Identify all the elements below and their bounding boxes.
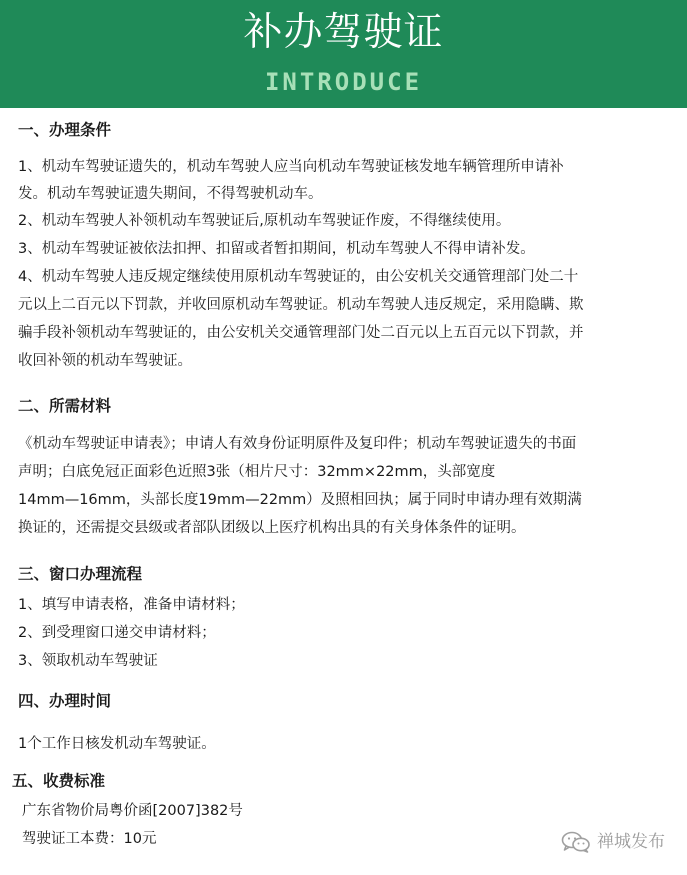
materials-line: 换证的，还需提交县级或者部队团级以上医疗机构出具的有关身体条件的证明。	[18, 520, 526, 536]
conditions-line: 4、机动车驾驶人违反规定继续使用原机动车驾驶证的，由公安机关交通管理部门处二十	[18, 269, 579, 285]
section-title-process: 三、窗口办理流程	[18, 565, 143, 583]
section-title-fees: 五、收费标准	[12, 772, 106, 790]
page-title: 补办驾驶证	[243, 10, 444, 55]
materials-line: 14mm—16mm，头部长度19mm—22mm）及照相回执；属于同时申请办理有效期满	[18, 492, 582, 508]
watermark	[561, 831, 665, 853]
conditions-line: 2、机动车驾驶人补领机动车驾驶证后,原机动车驾驶证作废，不得继续使用。	[18, 213, 511, 229]
conditions-line: 骗手段补领机动车驾驶证的，由公安机关交通管理部门处二百元以上五百元以下罚款，并	[18, 325, 584, 341]
page-subtitle: INTRODUCE	[264, 68, 423, 96]
fees-line: 广东省物价局粤价函[2007]382号	[22, 803, 243, 819]
section-title-conditions: 一、办理条件	[18, 121, 112, 139]
fees-line: 驾驶证工本费：10元	[22, 831, 157, 847]
conditions-line: 3、机动车驾驶证被依法扣押、扣留或者暂扣期间，机动车驾驶人不得申请补发。	[18, 241, 535, 257]
process-line: 3、领取机动车驾驶证	[18, 653, 158, 669]
process-line: 1、填写申请表格，准备申请材料；	[18, 597, 245, 613]
materials-line: 《机动车驾驶证申请表》；申请人有效身份证明原件及复印件；机动车驾驶证遗失的书面	[18, 436, 577, 452]
section-title-materials: 二、所需材料	[18, 397, 112, 415]
header-banner	[0, 0, 687, 108]
section-title-time: 四、办理时间	[18, 692, 112, 710]
conditions-line: 1、机动车驾驶证遗失的，机动车驾驶人应当向机动车驾驶证核发地车辆管理所申请补	[18, 159, 564, 175]
materials-line: 声明；白底免冠正面彩色近照3张（相片尺寸：32mm×22mm，头部宽度	[18, 464, 496, 480]
time-line: 1个工作日核发机动车驾驶证。	[18, 736, 216, 752]
watermark-text: 禅城发布	[597, 832, 665, 852]
conditions-line: 收回补领的机动车驾驶证。	[18, 353, 192, 369]
wechat-icon	[561, 831, 591, 853]
process-line: 2、到受理窗口递交申请材料；	[18, 625, 216, 641]
conditions-line: 元以上二百元以下罚款，并收回原机动车驾驶证。机动车驾驶人违反规定，采用隐瞒、欺	[18, 297, 584, 313]
conditions-line: 发。机动车驾驶证遗失期间，不得驾驶机动车。	[18, 186, 323, 202]
